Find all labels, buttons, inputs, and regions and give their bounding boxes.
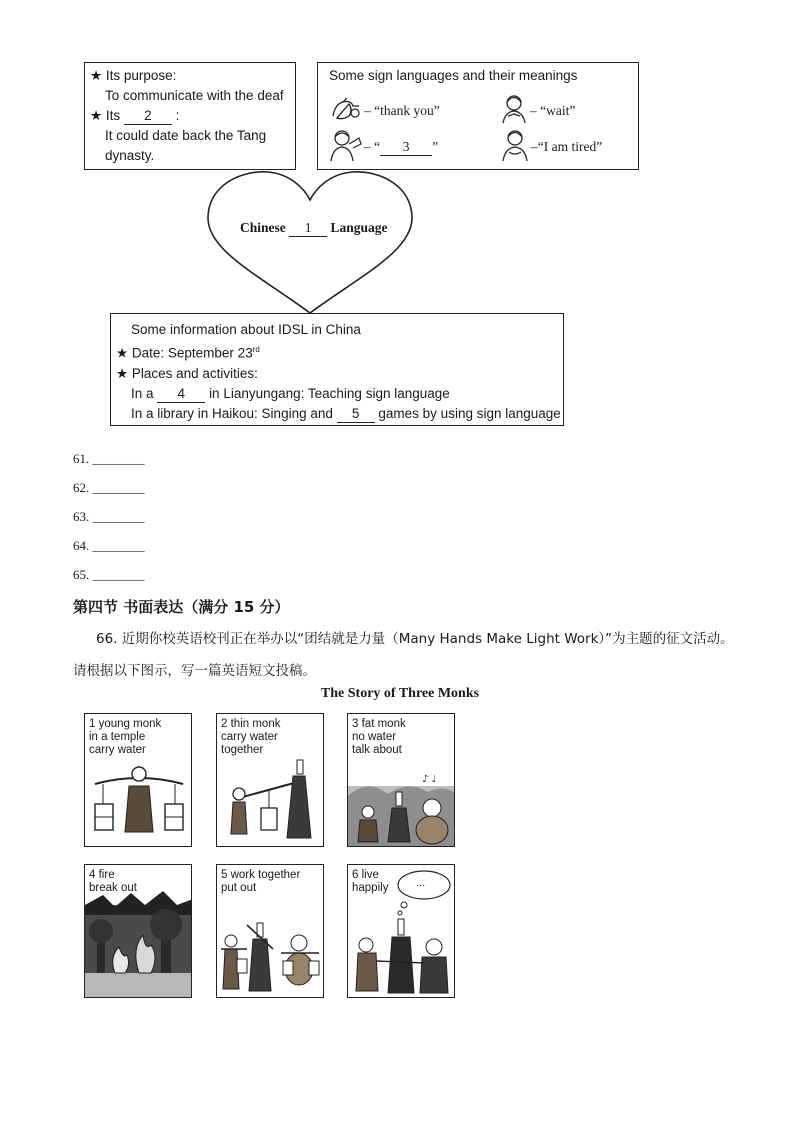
history-line-1: It could date back the Tang <box>105 128 267 143</box>
idsl-title: Some information about IDSL in China <box>131 322 361 337</box>
line2-prefix: In a library in Haikou: Singing and <box>131 405 333 421</box>
panel-caption: live happily <box>352 869 389 894</box>
blank-2: 2 <box>124 108 172 125</box>
panel-number: 4 <box>89 869 96 881</box>
section-title: 第四节 书面表达（满分 15 分） <box>73 598 290 616</box>
blank-5: 5 <box>337 406 375 423</box>
comic-panel-5 <box>216 864 324 998</box>
history-line-2: dynasty. <box>105 148 155 163</box>
answer-63[interactable]: 63. ________ <box>73 509 145 524</box>
three-monks-talking-illustration <box>348 714 455 847</box>
comic-panel-6 <box>347 864 455 998</box>
heart-shape <box>200 166 420 316</box>
tired-label: –“I am tired” <box>531 139 603 154</box>
fire-breaking-out-illustration <box>85 865 192 998</box>
young-monk-carrying-buckets-illustration <box>85 714 192 847</box>
date-suffix: rd <box>252 345 260 354</box>
panel-number: 1 <box>89 718 96 730</box>
blank-4: 4 <box>157 386 205 403</box>
panel-number: 2 <box>221 718 228 730</box>
idsl-places: Places and activities: <box>131 365 258 381</box>
comic-panel-3 <box>347 713 455 847</box>
idsl-info-content <box>116 320 562 424</box>
star-icon: ★ <box>116 345 129 361</box>
star-icon: ★ <box>116 365 129 381</box>
two-monks-carrying-bucket-illustration <box>217 714 324 847</box>
story-title: The Story of Three Monks <box>320 686 480 701</box>
thank-you-label: – “thank you” <box>364 103 440 118</box>
line1-prefix: In a <box>131 385 154 401</box>
answer-62[interactable]: 62. ________ <box>73 480 145 495</box>
sign-3-person-icon <box>329 128 363 162</box>
wait-label: – “wait” <box>530 103 576 118</box>
line2-suffix: games by using sign language <box>378 405 561 421</box>
star-icon: ★ <box>90 108 103 123</box>
answer-65[interactable]: 65. ________ <box>73 567 145 582</box>
thought-bubble-text: ... <box>416 877 426 889</box>
purpose-label: Its purpose: <box>105 68 177 83</box>
purpose-text: To communicate with the deaf <box>105 88 284 103</box>
question-66-line-1: 66. 近期你校英语校刊正在举办以“团结就是力量（Many Hands Make Light Work）”为主题的征文活动。 <box>96 631 734 647</box>
panel-caption: work together put out <box>221 869 301 894</box>
panel-caption: young monk in a temple carry water <box>89 718 162 756</box>
question-66-line-2: 请根据以下图示，写一篇英语短文投稿。 <box>73 663 316 679</box>
panel-caption: thin monk carry water together <box>221 718 281 756</box>
colon: : <box>175 108 180 123</box>
idsl-line-1 <box>116 384 562 404</box>
panel-caption: fire break out <box>89 869 137 894</box>
purpose-box-content <box>90 66 296 166</box>
answer-61[interactable]: 61. ________ <box>73 451 145 466</box>
heart-suffix: Language <box>330 220 388 235</box>
answer-64[interactable]: 64. ________ <box>73 538 145 553</box>
blank-3: 3 <box>380 139 432 156</box>
thank-you-hand-icon <box>329 96 363 122</box>
panel-caption: fat monk no water talk about <box>352 718 406 756</box>
comic-panel-2 <box>216 713 324 847</box>
blank-1: 1 <box>289 220 327 237</box>
panel-number: 6 <box>352 869 359 881</box>
tired-person-icon <box>500 128 530 162</box>
comic-panel-1 <box>84 713 192 847</box>
idsl-line-2 <box>116 404 562 424</box>
heart-prefix: Chinese <box>240 220 286 235</box>
quote-close: ” <box>432 139 439 154</box>
its-label: Its <box>105 108 121 123</box>
panel-number: 3 <box>352 718 359 730</box>
heart-title <box>240 220 388 237</box>
comic-panel-4 <box>84 864 192 998</box>
sign-language-title: Some sign languages and their meanings <box>329 68 578 83</box>
monks-living-happily-illustration <box>348 865 455 998</box>
svg-text:♪ ♩: ♪ ♩ <box>422 774 437 785</box>
idsl-date: Date: September 23 <box>131 345 253 361</box>
monks-working-together-illustration <box>217 865 324 998</box>
line1-suffix: in Lianyungang: Teaching sign language <box>209 385 450 401</box>
star-icon: ★ <box>90 68 103 83</box>
quote-open: – “ <box>364 139 381 154</box>
wait-person-icon <box>500 94 528 124</box>
panel-number: 5 <box>221 869 228 881</box>
sign-3-label <box>364 137 438 157</box>
